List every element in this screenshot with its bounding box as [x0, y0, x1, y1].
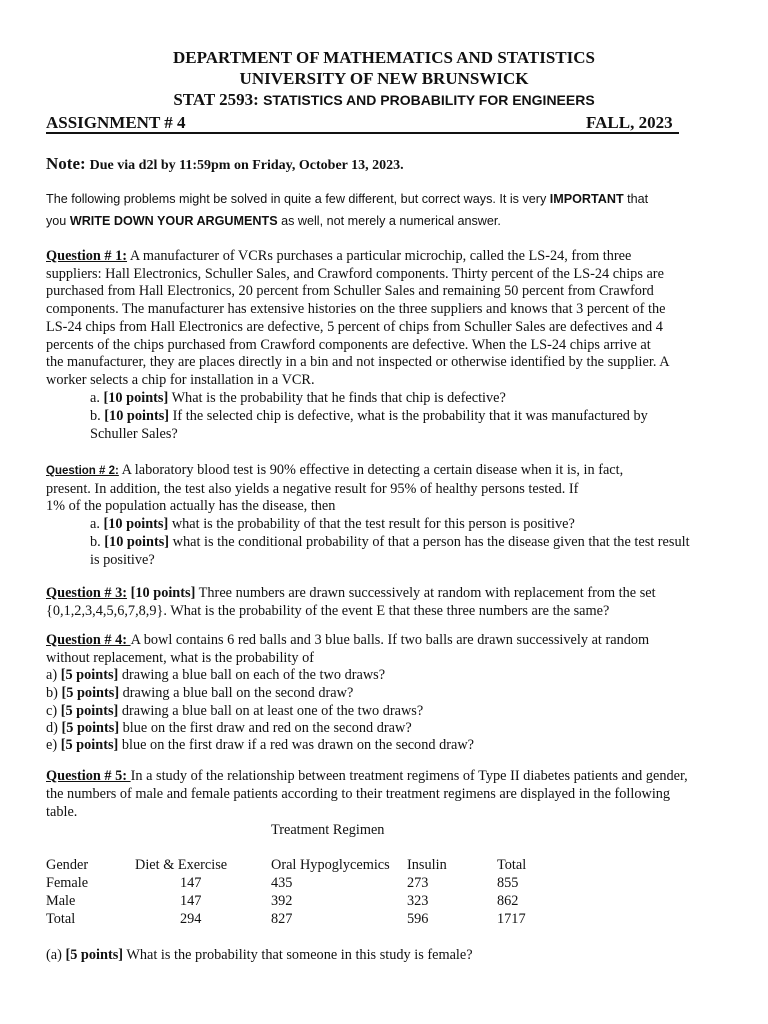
q1-line: suppliers: Hall Electronics, Schuller Sales, and Crawford components. Thirty percent of the LS-24 chips are [46, 265, 664, 282]
item-points: [5 points] [60, 737, 119, 753]
q4-text: A bowl contains 6 red balls and 3 blue balls. If two balls are drawn successively at random [130, 632, 650, 648]
item-text: drawing a blue ball on at least one of the two draws? [118, 703, 424, 719]
intro-text: The following problems might be solved in quite a few different, but correct ways. It is very [46, 192, 550, 206]
table-cell: 596 [407, 911, 429, 927]
q1-line: purchased from Hall Electronics, 20 percent from Schuller Sales and remaining 50 percent from Crawford [46, 283, 654, 300]
q2-part-b-cont: is positive? [90, 552, 155, 568]
part-text: what is the conditional probability of that a person has the disease given that the test result [169, 534, 690, 550]
q3-points: [10 points] [127, 585, 196, 601]
q4-line-1 [46, 632, 649, 650]
item-prefix: e) [46, 737, 61, 753]
q1-line [46, 248, 670, 266]
q1-label: Question # 1: [46, 248, 128, 264]
table-cell: 827 [271, 911, 293, 927]
item-points: [5 points] [61, 685, 120, 701]
item-prefix: a) [46, 667, 61, 683]
term-label: FALL, 2023 [586, 113, 673, 132]
q2-line: present. In addition, the test also yields a negative result for 95% of healthy persons tested. If [46, 480, 579, 497]
q4-item-e [46, 737, 474, 755]
q4-item-d [46, 720, 412, 738]
part-prefix: (a) [46, 947, 66, 963]
q1-body [46, 248, 670, 390]
item-text: drawing a blue ball on each of the two draws? [118, 667, 386, 683]
table-cell: 435 [271, 875, 293, 891]
q2-part-a [90, 516, 575, 534]
course-title: STATISTICS AND PROBABILITY FOR ENGINEERS [263, 92, 595, 108]
q5-text: In a study of the relationship between treatment regimens of Type II diabetes patients and gender, [130, 768, 688, 784]
q2-part-b [90, 534, 690, 552]
part-points: [10 points] [103, 516, 169, 532]
q1-line: components. The manufacturer has extensive histories on the three suppliers and knows that 3 percent of the [46, 301, 666, 318]
intro-emphasis: IMPORTANT [549, 192, 624, 206]
q2-body [46, 462, 623, 516]
q5-line-2: the numbers of male and female patients according to their treatment regimens are displayed in the following [46, 786, 671, 802]
table-cell: 147 [180, 893, 202, 909]
item-points: [5 points] [60, 703, 119, 719]
q1-line: percents of the chips purchased from Crawford components are defective. When the LS-24 chips arrive at [46, 336, 651, 353]
q1-line: the manufacturer, they are places directly in a bin and not inspected or otherwise identified by the supplier. A [46, 354, 670, 371]
part-points: [10 points] [104, 534, 170, 550]
part-points: [5 points] [65, 947, 124, 963]
q3-label: Question # 3: [46, 585, 128, 601]
table-cell: 294 [180, 911, 202, 927]
part-text: If the selected chip is defective, what is the probability that it was manufactured by [169, 408, 648, 424]
table-header-oral: Oral Hypoglycemics [271, 857, 390, 873]
note-line [46, 154, 404, 174]
part-text: What is the probability that he finds that chip is defective? [168, 390, 506, 406]
table-cell: 392 [271, 893, 293, 909]
table-cell: 862 [497, 893, 519, 909]
q4-item-c [46, 703, 423, 721]
q4-item-b [46, 685, 353, 703]
intro-emphasis: WRITE DOWN YOUR ARGUMENTS [69, 214, 278, 228]
intro-line-2 [46, 214, 501, 228]
q4-label: Question # 4: [46, 632, 131, 648]
q1-line: worker selects a chip for installation in a VCR. [46, 371, 315, 388]
q3-line-2: {0,1,2,3,4,5,6,7,8,9}. What is the probability of the event E that these three numbers are the same? [46, 603, 610, 619]
q5-part-a [46, 947, 473, 965]
intro-text: that [623, 192, 649, 206]
part-text: What is the probability that someone in this study is female? [123, 947, 473, 963]
q1-part-a [90, 390, 506, 408]
part-points: [10 points] [104, 408, 170, 424]
q2-label: Question # 2: [46, 465, 119, 477]
table-cell: 323 [407, 893, 429, 909]
q4-line-2: without replacement, what is the probability of [46, 650, 314, 666]
table-cell: Total [46, 911, 76, 927]
q3-line-1 [46, 585, 656, 603]
note-text: Due via d2l by 11:59pm on Friday, October 13, 2023. [89, 158, 404, 173]
intro-line-1 [46, 192, 648, 206]
q1-part-b [90, 408, 648, 426]
intro-text: as well, not merely a numerical answer. [277, 214, 501, 228]
university-heading: UNIVERSITY OF NEW BRUNSWICK [239, 69, 529, 88]
assignment-label: ASSIGNMENT # 4 [46, 113, 186, 132]
part-text: what is the probability of that the test result for this person is positive? [168, 516, 575, 532]
table-header-diet: Diet & Exercise [135, 857, 228, 873]
table-header-insulin: Insulin [407, 857, 447, 873]
q2-line: 1% of the population actually has the disease, then [46, 498, 336, 515]
table-cell: 855 [497, 875, 519, 891]
q1-part-b-cont: Schuller Sales? [90, 426, 178, 442]
q1-text: A manufacturer of VCRs purchases a particular microchip, called the LS-24, from three [127, 248, 632, 264]
q2-text: A laboratory blood test is 90% effective in detecting a certain disease when it is, in fact, [118, 462, 624, 478]
item-prefix: c) [46, 703, 61, 719]
intro-text: you [46, 214, 70, 228]
course-code: STAT 2593: [173, 90, 259, 109]
part-prefix: a. [90, 516, 104, 532]
part-prefix: a. [90, 390, 104, 406]
part-prefix: b. [90, 408, 105, 424]
q2-line [46, 462, 623, 481]
item-text: blue on the first draw if a red was drawn on the second draw? [118, 737, 474, 753]
item-prefix: d) [46, 720, 62, 736]
item-prefix: b) [46, 685, 62, 701]
q5-line-1 [46, 768, 688, 786]
note-label: Note: [46, 154, 86, 173]
table-title: Treatment Regimen [271, 822, 385, 838]
table-cell: 147 [180, 875, 202, 891]
table-cell: 273 [407, 875, 429, 891]
q4-item-a [46, 667, 385, 685]
q5-line-3: table. [46, 804, 78, 820]
item-points: [5 points] [61, 720, 120, 736]
table-cell: Female [46, 875, 89, 891]
item-points: [5 points] [60, 667, 119, 683]
part-points: [10 points] [103, 390, 169, 406]
q5-label-text: Question # 5: [46, 768, 131, 784]
item-text: drawing a blue ball on the second draw? [119, 685, 354, 701]
table-header-gender: Gender [46, 857, 89, 873]
item-text: blue on the first draw and red on the second draw? [119, 720, 412, 736]
q5-label [46, 768, 131, 784]
table-cell: Male [46, 893, 76, 909]
q1-line: LS-24 chips from Hall Electronics are defective, 5 percent of chips from Schuller Sales are defectives and 4 [46, 318, 663, 335]
department-heading: DEPARTMENT OF MATHEMATICS AND STATISTICS [173, 48, 595, 67]
part-prefix: b. [90, 534, 105, 550]
table-header-total: Total [497, 857, 527, 873]
table-cell: 1717 [497, 911, 526, 927]
header-rule [46, 132, 679, 134]
course-heading [0, 90, 768, 110]
q3-text: Three numbers are drawn successively at random with replacement from the set [195, 585, 656, 601]
